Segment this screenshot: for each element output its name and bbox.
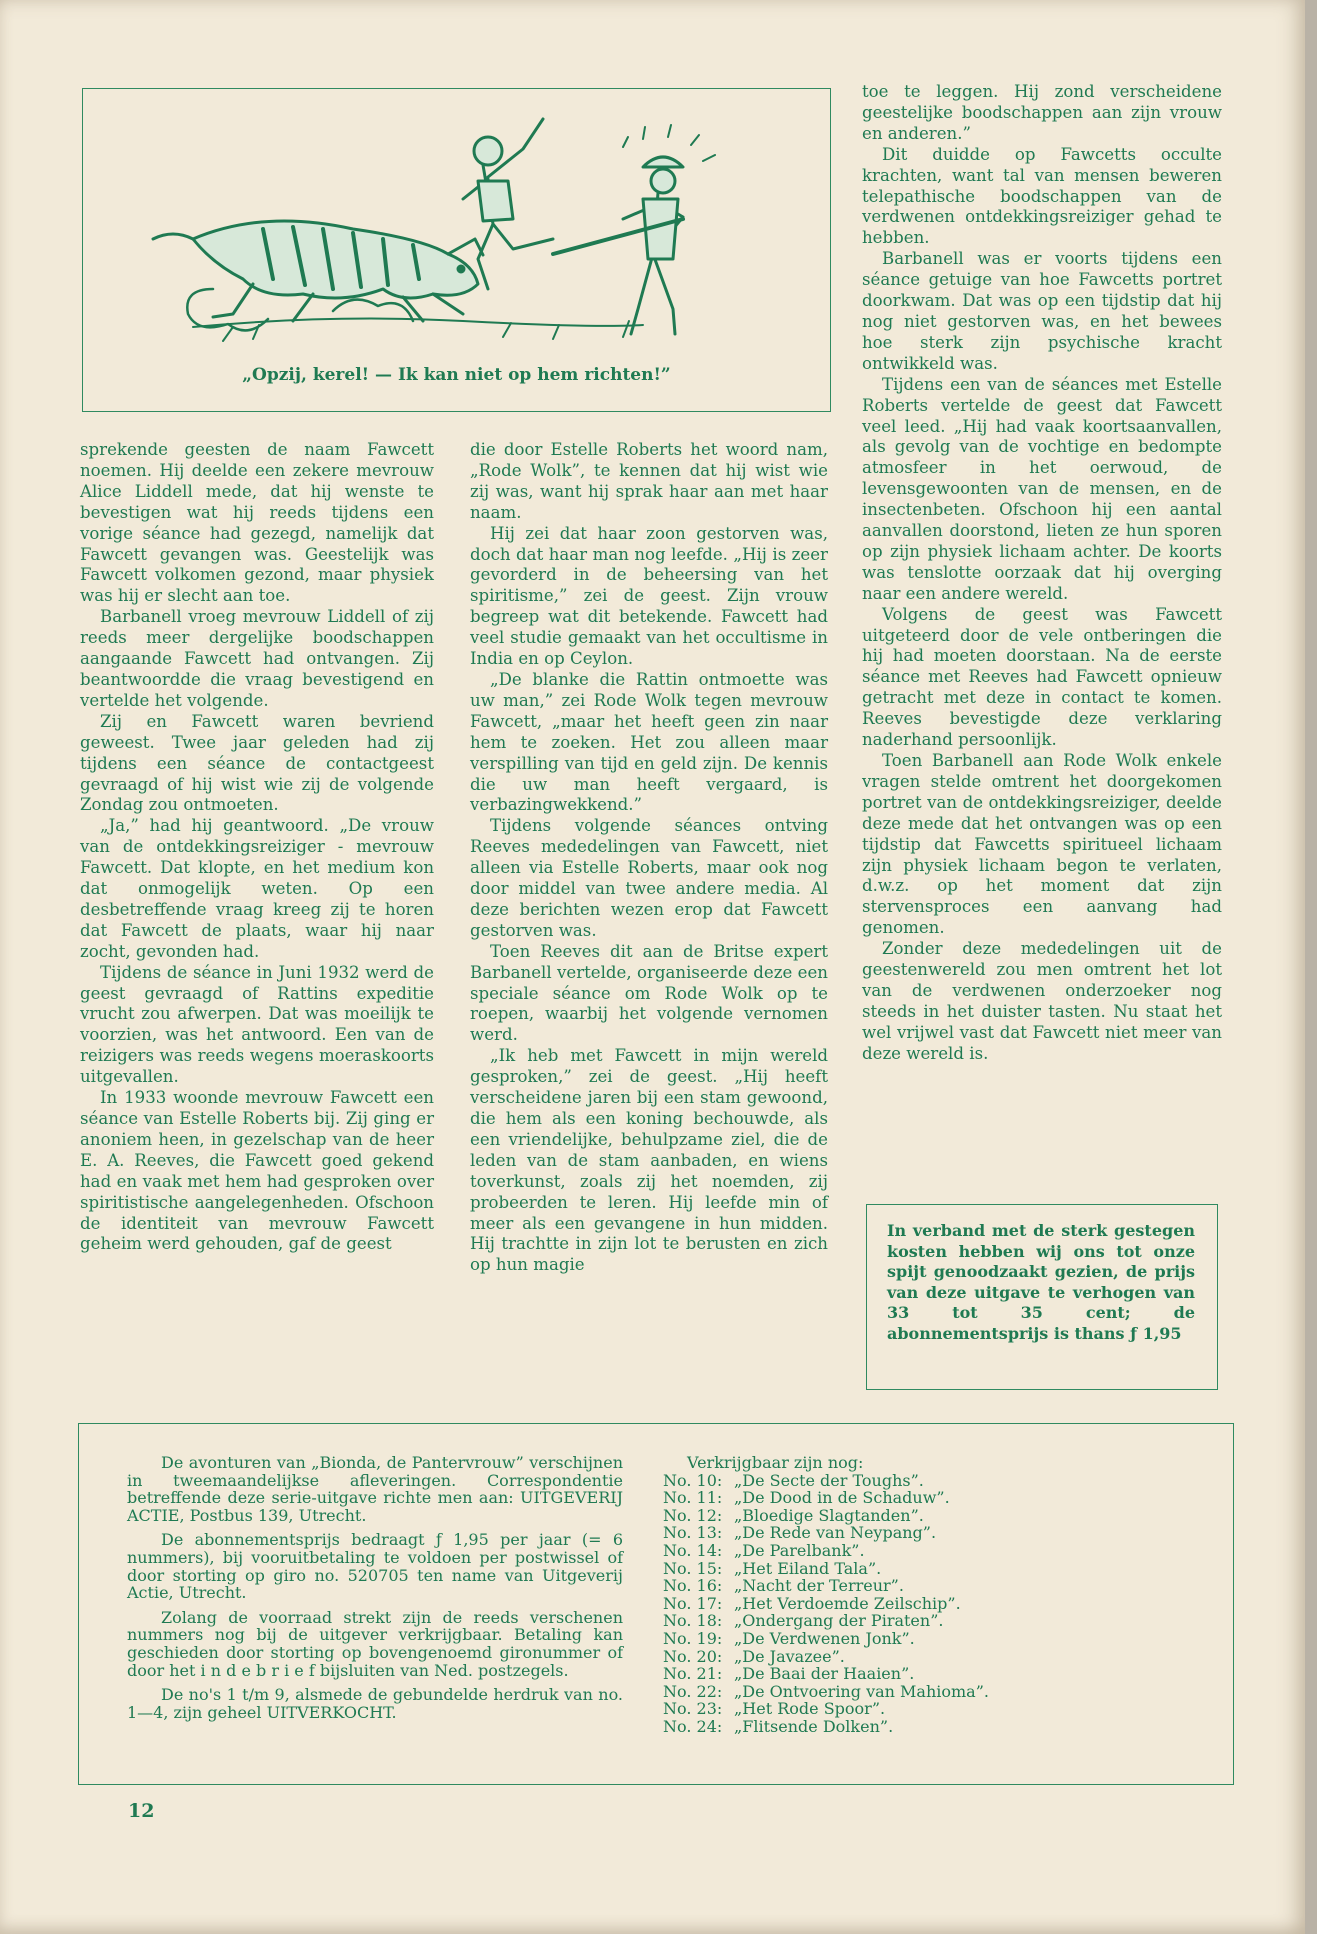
list-item <box>663 1683 1203 1701</box>
list-item <box>663 1718 1203 1736</box>
issue-title: „Het Rode Spoor”. <box>734 1699 886 1719</box>
paragraph: Dit duidde op Fawcetts occulte krachten, want tal van mensen beweren telepathische boodschappen van de verdwenen ontdekkingsreiziger gehad te hebben. <box>862 144 1222 248</box>
paragraph: Toen Reeves dit aan de Britse expert Barbanell vertelde, organiseerde deze een speciale séance om Rode Wolk op te roepen, waarbij het volgende vernomen werd. <box>470 941 828 1045</box>
price-notice-box <box>866 1204 1218 1390</box>
article-column-1 <box>80 440 434 1255</box>
publisher-info <box>127 1454 623 1728</box>
paragraph: Hij zei dat haar zoon gestorven was, doch dat haar man nog leefde. „Hij is zeer gevorderd in de beheersing van het spiritisme,” zei de geest. Zijn vrouw begreep wat dit betekende. Fawcett had veel studie gemaakt van het occultisme in India en op Ceylon. <box>470 523 828 669</box>
list-item <box>663 1560 1203 1578</box>
paragraph: Tijdens de séance in Juni 1932 werd de geest gevraagd of Rattins expeditie vrucht zou afwerpen. Dat was moeilijk te voorzien, was het antwoord. Een van de reizigers was reeds wegens moeraskoorts uitgevallen. <box>80 962 434 1087</box>
list-item <box>663 1612 1203 1630</box>
paragraph: Tijdens volgende séances ontving Reeves mededelingen van Fawcett, niet alleen via Estelle Roberts, maar ook nog door middel van twee andere media. Al deze berichten wezen erop dat Fawcett gestorven was. <box>470 816 828 940</box>
issue-number: No. 21: <box>663 1664 723 1684</box>
publisher-info-box <box>78 1423 1234 1785</box>
list-item <box>663 1507 1203 1525</box>
paragraph: In 1933 woonde mevrouw Fawcett een séance van Estelle Roberts bij. Zij ging er anoniem heen, in gezelschap van de heer E. A. Reeves, die Fawcett goed gekend had en vaak met hem had gesproken over spiritistische aangelegenheden. Ofschoon de identiteit van mevrouw Fawcett geheim werd gehouden, gaf de geest <box>80 1088 434 1254</box>
list-item <box>663 1665 1203 1683</box>
paragraph: Barbanell vroeg mevrouw Liddell of zij reeds meer dergelijke boodschappen aangaande Fawcett had ontvangen. Zij beantwoordde die vraag bevestigend en vertelde het volgende. <box>80 607 434 710</box>
list-item <box>663 1472 1203 1490</box>
issue-title: „De Parelbank”. <box>734 1540 865 1560</box>
list-item <box>663 1524 1203 1542</box>
paragraph: Toen Barbanell aan Rode Wolk enkele vragen stelde omtrent het doorgekomen portret van de ontdekkingsreiziger, deelde deze mede dat het ontvangen was op een tijdstip dat Fawcetts spiritueel lichaam zijn physiek lichaam begon te verlaten, d.w.z. op het moment dat zijn stervensproces een aanvang had genomen. <box>862 751 1222 938</box>
available-issues-list <box>663 1454 1203 1736</box>
paragraph: toe te leggen. Hij zond verscheidene geestelijke boodschappen aan zijn vrouw en anderen.” <box>862 82 1222 143</box>
paragraph: Tijdens een van de séances met Estelle Roberts vertelde de geest dat Fawcett veel leed. „Hij had vaak koortsaanvallen, als gevolg van de vochtige en bedompte atmosfeer in het oerwoud, de levensgewoonten van de mensen, en de insectenbeten. Ofschoon hij een aantal aanvallen doorstond, lieten ze hun sporen op zijn physiek lichaam achter. De koorts was tenslotte oorzaak dat hij overging naar een andere wereld. <box>862 374 1222 603</box>
paragraph: Barbanell was er voorts tijdens een séance getuige van hoe Fawcetts portret doorkwam. Dat was op een tijdstip dat hij nog niet gestorven was, en het bewees hoe sterk zijn psychische kracht ontwikkeld was. <box>862 249 1222 373</box>
issue-number: No. 13: <box>663 1523 723 1543</box>
issue-title: „Ondergang der Piraten”. <box>734 1611 944 1631</box>
available-heading: Verkrijgbaar zijn nog: <box>687 1453 864 1472</box>
issue-number: No. 10: <box>663 1470 723 1490</box>
info-paragraph: Zolang de voorraad strekt zijn de reeds verschenen nummers nog bij de uitgever verkrijgbaar. Betaling kan geschieden door storting op bovengenoemd gironummer of door het i n d e b r i e f bijsluiten van Ned. postzegels. <box>127 1607 623 1680</box>
paragraph: Zij en Fawcett waren bevriend geweest. Twee jaar geleden had zij tijdens een séance de contactgeest gevraagd of hij wist wie zij de volgende Zondag zou ontmoeten. <box>80 711 434 815</box>
issue-number: No. 18: <box>663 1611 723 1631</box>
issue-number: No. 23: <box>663 1699 723 1719</box>
issue-number: No. 12: <box>663 1505 723 1525</box>
paragraph: Volgens de geest was Fawcett uitgeteerd door de vele ontberingen die hij had moeten doorstaan. Na de eerste séance met Reeves had Fawcett opnieuw getracht met deze in contact te komen. Reeves bevestigde deze verklaring naderhand persoonlijk. <box>862 604 1222 750</box>
list-item <box>663 1489 1203 1507</box>
issue-number: No. 22: <box>663 1681 723 1701</box>
issue-number: No. 14: <box>663 1540 723 1560</box>
issue-number: No. 20: <box>663 1646 723 1666</box>
issue-title: „Flitsende Dolken”. <box>734 1716 894 1736</box>
issue-title: „De Dood in de Schaduw”. <box>734 1488 950 1508</box>
issue-title: „De Javazee”. <box>734 1646 845 1666</box>
tiger-hunter-illustration <box>83 89 830 359</box>
issue-number: No. 16: <box>663 1576 723 1596</box>
paragraph: „De blanke die Rattin ontmoette was uw man,” zei Rode Wolk tegen mevrouw Fawcett, „maar het heeft geen zin naar hem te zoeken. Het zou alleen maar verspilling van tijd en geld zijn. De kennis die uw man heeft vergaard, is verbazingwekkend.” <box>470 669 828 815</box>
list-item <box>663 1700 1203 1718</box>
list-item <box>663 1630 1203 1648</box>
article-column-3 <box>862 82 1222 1065</box>
paragraph: die door Estelle Roberts het woord nam, „Rode Wolk”, te kennen dat hij wist wie zij was, want hij sprak haar aan met haar naam. <box>470 440 828 522</box>
issue-number: No. 19: <box>663 1628 723 1648</box>
issue-title: „De Secte der Toughs”. <box>734 1470 924 1490</box>
issue-title: „De Rede van Neypang”. <box>734 1523 937 1543</box>
issue-number: No. 11: <box>663 1488 723 1508</box>
issue-title: „Het Eiland Tala”. <box>734 1558 882 1578</box>
issue-number: No. 17: <box>663 1593 723 1613</box>
issue-title: „De Baai der Haaien”. <box>734 1664 915 1684</box>
paragraph: sprekende geesten de naam Fawcett noemen. Hij deelde een zekere mevrouw Alice Liddell mede, dat hij wenste te bevestigen wat hij reeds tijdens een vorige séance had gezegd, namelijk dat Fawcett gevangen was. Geestelijk was Fawcett volkomen gezond, maar physiek was hij er slecht aan toe. <box>80 440 434 606</box>
issue-title: „Het Verdoemde Zeilschip”. <box>734 1593 961 1613</box>
illustration-panel <box>82 88 831 412</box>
issue-number: No. 24: <box>663 1716 723 1736</box>
page-number: 12 <box>128 1800 155 1822</box>
list-item <box>663 1595 1203 1613</box>
paragraph: „Ja,” had hij geantwoord. „De vrouw van de ontdekkingsreiziger - mevrouw Fawcett. Dat klopte, en het medium kon dat onmogelijk weten. Op een desbetreffende vraag kreeg zij te horen dat Fawcett de plaats, waar hij naar zocht, gevonden had. <box>80 816 434 961</box>
issue-title: „De Ontvoering van Mahioma”. <box>734 1681 989 1701</box>
issue-title: „Nacht der Terreur”. <box>734 1576 904 1596</box>
issue-title: „Bloedige Slagtanden”. <box>734 1505 924 1525</box>
price-notice-text: In verband met de sterk gestegen kosten hebben wij ons tot onze spijt genoodzaakt gezien, de prijs van deze uitgave te verhogen van 33 tot 35 cent; de abonnementsprijs is thans ƒ 1,95 <box>887 1221 1195 1343</box>
list-item <box>663 1648 1203 1666</box>
illustration-caption: „Opzij, kerel! — Ik kan niet op hem richten!” <box>242 365 671 385</box>
info-paragraph: De no's 1 t/m 9, alsmede de gebundelde herdruk van no. 1—4, zijn geheel UITVERKOCHT. <box>127 1685 623 1722</box>
issue-number: No. 15: <box>663 1558 723 1578</box>
issue-title: „De Verdwenen Jonk”. <box>734 1628 915 1648</box>
list-item <box>663 1577 1203 1595</box>
paragraph: Zonder deze mededelingen uit de geestenwereld zou men omtrent het lot van de verdwenen onderzoeker nog steeds in het duister tasten. Nu staat het wel vrijwel vast dat Fawcett niet meer van deze wereld is. <box>862 939 1222 1063</box>
info-paragraph: De abonnementsprijs bedraagt ƒ 1,95 per jaar (= 6 nummers), bij vooruitbetaling te voldoen per postwissel of door storting op giro no. 520705 ten name van Uitgeverij Actie, Utrecht. <box>127 1530 623 1603</box>
info-paragraph: De avonturen van „Bionda, de Pantervrouw” verschijnen in tweemaandelijkse afleveringen. Correspondentie betreffende deze serie-uitgave richte men aan: UITGEVERIJ ACTIE, Postbus 139, Utrecht. <box>127 1453 623 1525</box>
list-item <box>663 1542 1203 1560</box>
paragraph: „Ik heb met Fawcett in mijn wereld gesproken,” zei de geest. „Hij heeft verscheidene jaren bij een stam gewoond, die hem als een koning bechouwde, als een vriendelijke, behulpzame ziel, die de leden van de stam aanbaden, en wiens toverkunst, zoals zij het noemden, zij probeerden te leren. Hij leefde min of meer als een gevangene in hun midden. Hij trachtte in zijn lot te berusten en zich op hun magie <box>470 1046 828 1275</box>
article-column-2 <box>470 440 828 1276</box>
